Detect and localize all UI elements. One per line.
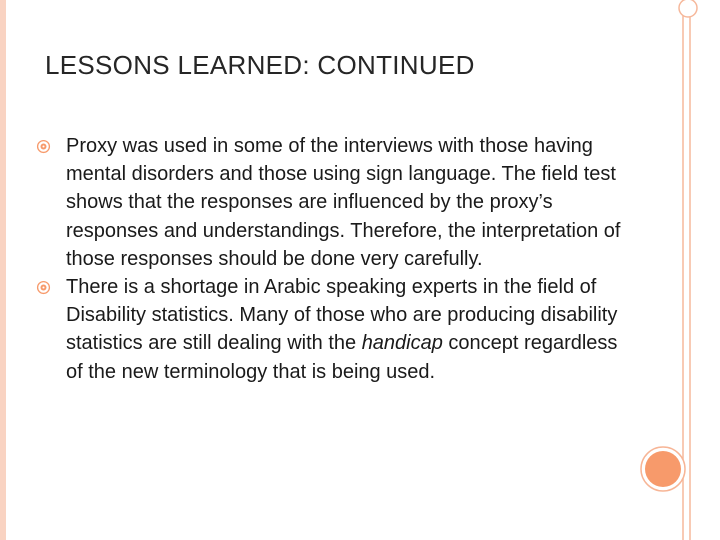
bullet-emphasis: handicap bbox=[361, 332, 443, 355]
bullet-item bbox=[36, 273, 626, 386]
bullet-list bbox=[36, 132, 626, 386]
left-border-strip bbox=[0, 0, 6, 540]
top-circle-ornament bbox=[679, 0, 697, 17]
slide-title: LESSONS LEARNED: CONTINUED bbox=[45, 50, 475, 80]
bullet-text: Proxy was used in some of the interviews with those having mental disorders and those using sign language. The field test shows that the responses are influenced by the proxy’s responses and understandings. Therefore, the interpretation of those responses should be done very carefully. bbox=[66, 135, 621, 270]
bullet-item bbox=[36, 132, 626, 273]
sun-bullet-icon bbox=[36, 139, 51, 154]
sun-bullet-icon bbox=[36, 280, 51, 295]
bullet-text-part: concept regardless of the new terminology that is being used. bbox=[66, 332, 618, 383]
bullet-text-part: There is a shortage in Arabic speaking experts in the field of Disability statistics. Many of those who are producing disability statistics are still dealing with the bbox=[66, 276, 618, 355]
bullet-text bbox=[66, 276, 617, 383]
ornament-circle-filled bbox=[645, 451, 681, 487]
